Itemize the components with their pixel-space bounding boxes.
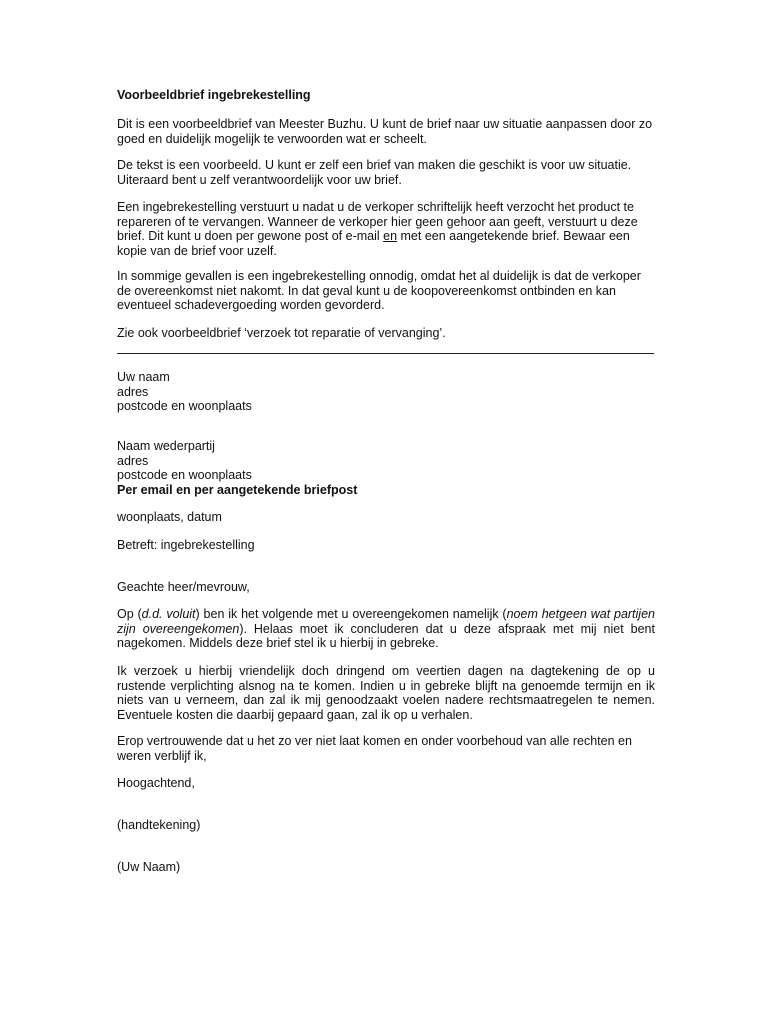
intro-paragraph-3 [117, 200, 655, 258]
sender-address: adres [117, 384, 149, 399]
body-p1-italic-agreement: noem hetgeen wat partijen zijn overeengekomen [117, 607, 655, 636]
closing: Hoogachtend, [117, 776, 195, 790]
intro-paragraph-4: In sommige gevallen is een ingebrekestelling onnodig, omdat het al duidelijk is dat de verkoper de overeenkomst niet nakomt. In dat geval kunt u de koopovereenkomst ontbinden en kan eventueel schadevergoeding worden gevorderd. [117, 269, 641, 312]
subject-line: Betreft: ingebrekestelling [117, 538, 255, 552]
place-date: woonplaats, datum [117, 510, 222, 524]
separator-line [117, 353, 654, 354]
body-p1-text-c: ). Helaas moet ik concluderen dat u deze afspraak met mij niet bent nagekomen. Middels deze brief stel ik u hierbij in gebreke. [117, 621, 655, 650]
intro-p3-underlined-word: en [383, 229, 398, 243]
recipient-block [117, 439, 655, 497]
body-paragraph-3: Erop vertrouwende dat u het zo ver niet laat komen en onder voorbehoud van alle rechten en weren verblijf ik, [117, 734, 632, 763]
sender-block [117, 370, 655, 414]
document-title: Voorbeeldbrief ingebrekestelling [117, 88, 311, 102]
intro-paragraph-1: Dit is een voorbeeldbrief van Meester Buzhu. U kunt de brief naar uw situatie aanpassen door zo goed en duidelijk mogelijk te verwoorden wat er scheelt. [117, 117, 653, 146]
sender-name: Uw naam [117, 370, 170, 384]
intro-paragraph-5: Zie ook voorbeeldbrief ‘verzoek tot reparatie of vervanging’. [117, 326, 446, 340]
recipient-address: adres [117, 453, 149, 468]
salutation: Geachte heer/mevrouw, [117, 580, 250, 594]
sender-city: postcode en woonplaats [117, 399, 252, 413]
body-p1-text-b: ) ben ik het volgende met u overeengekomen namelijk ( [195, 607, 507, 621]
body-paragraph-1 [117, 607, 655, 651]
body-p1-text-a: Op ( [117, 607, 142, 621]
signature-placeholder: (handtekening) [117, 818, 201, 832]
recipient-name: Naam wederpartij [117, 439, 215, 453]
delivery-method: Per email en per aangetekende briefpost [117, 482, 358, 497]
signer-name: (Uw Naam) [117, 860, 181, 874]
intro-p3-text-a: Een ingebrekestelling verstuurt u nadat u de verkoper schriftelijk heeft verzocht het product te repareren of te vervangen. Wanneer de verkoper hier geen gehoor aan geeft, verstuurt u deze brief. Dit kunt u doen per gewone post of e-mail [117, 200, 638, 243]
body-paragraph-2: Ik verzoek u hierbij vriendelijk doch dringend om veertien dagen na dagtekening de op u rustende verplichting alsnog na te komen. Indien u in gebreke blijft na genoemde termijn en ik niets van u verneem, dan zal ik mij genoodzaakt voelen nadere rechtsmaatregelen te nemen. Eventuele kosten die daarbij gepaard gaan, zal ik op u verhalen. [117, 664, 655, 722]
intro-paragraph-2: De tekst is een voorbeeld. U kunt er zelf een brief van maken die geschikt is voor uw situatie. Uiteraard bent u zelf verantwoordelijk voor uw brief. [117, 158, 632, 187]
recipient-city: postcode en woonplaats [117, 468, 252, 482]
body-p1-italic-date: d.d. voluit [141, 607, 196, 621]
intro-p3-text-b: met een aangetekende brief. Bewaar een kopie van de brief voor uzelf. [117, 229, 630, 258]
